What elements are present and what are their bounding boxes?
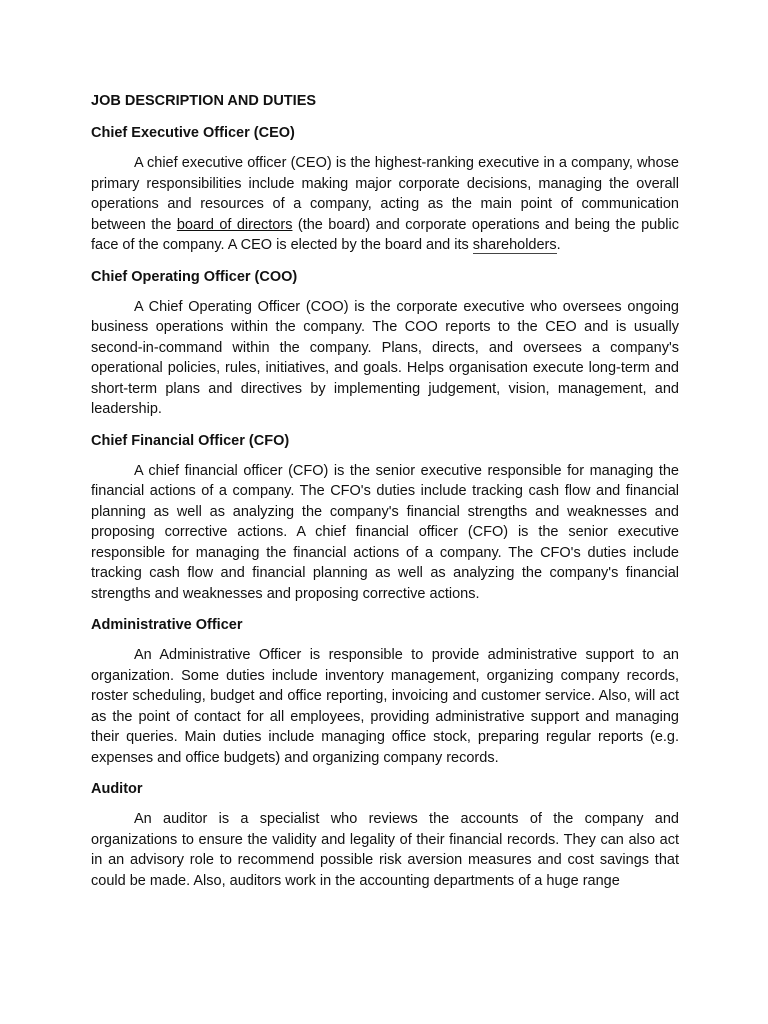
ceo-text-part-2: (the board) and corporate operations and being the public face of the company. A CEO is elected by the board and its xyxy=(91,216,679,253)
document-page xyxy=(91,91,679,891)
section-body-cfo: A chief financial officer (CFO) is the senior executive responsible for managing the financial actions of a company. The CFO's duties include tracking cash flow and financial planning as well as analyzing the company's financial strengths and weaknesses and proposing corrective actions. A chief financial officer (CFO) is the senior executive responsible for managing the financial actions of a company. The CFO's duties include tracking cash flow and financial planning as well as analyzing the company's financial strengths and weaknesses and proposing corrective actions. xyxy=(91,462,679,602)
ceo-text-part-3: . xyxy=(556,237,561,253)
ceo-text-part-1: A chief executive officer (CEO) is the highest-ranking executive in a company, whose primary responsibilities include making major corporate decisions, managing the overall operations and resources of a company, acting as the main point of communication between the xyxy=(91,155,679,233)
section-heading-cfo: Chief Financial Officer (CFO) xyxy=(91,432,290,449)
shareholders-link[interactable]: shareholders xyxy=(472,237,557,253)
section-heading-administrative-officer: Administrative Officer xyxy=(91,617,243,633)
section-body-coo: A Chief Operating Officer (COO) is the corporate executive who oversees ongoing business operations within the company. The COO reports to the CEO and is usually second-in-command within the company. Plans, directs, and oversees a company's operational policies, rules, initiatives, and goals. Helps organisation execute long-term and short-term plans and directives by implementing judgement, vision, management, and leadership. xyxy=(91,298,679,417)
board-of-directors-link[interactable]: board of directors xyxy=(176,216,293,233)
section-body-administrative-officer: An Administrative Officer is responsible to provide administrative support to an organization. Some duties include inventory management, organizing company records, roster scheduling, budget and office reporting, invoicing and customer service. Also, will act as the point of contact for all employees, providing administrative support and managing their queries. Main duties include managing office stock, preparing regular reports (e.g. expenses and office budgets) and organizing company records. xyxy=(91,647,679,766)
section-body-ceo xyxy=(91,153,679,256)
section-heading-ceo: Chief Executive Officer (CEO) xyxy=(91,125,295,141)
section-body-auditor: An auditor is a specialist who reviews the accounts of the company and organizations to ensure the validity and legality of their financial records. They can also act in an advisory role to recommend possible risk aversion measures and cost savings that could be made. Also, auditors work in the accounting departments of a huge range xyxy=(91,811,679,889)
section-ceo xyxy=(91,123,679,256)
section-heading-auditor: Auditor xyxy=(91,781,143,797)
section-administrative-officer xyxy=(91,615,679,768)
document-title: JOB DESCRIPTION AND DUTIES xyxy=(91,93,317,109)
section-cfo xyxy=(91,431,679,605)
section-coo xyxy=(91,267,679,420)
section-auditor xyxy=(91,779,679,891)
section-heading-coo: Chief Operating Officer (COO) xyxy=(91,268,298,285)
